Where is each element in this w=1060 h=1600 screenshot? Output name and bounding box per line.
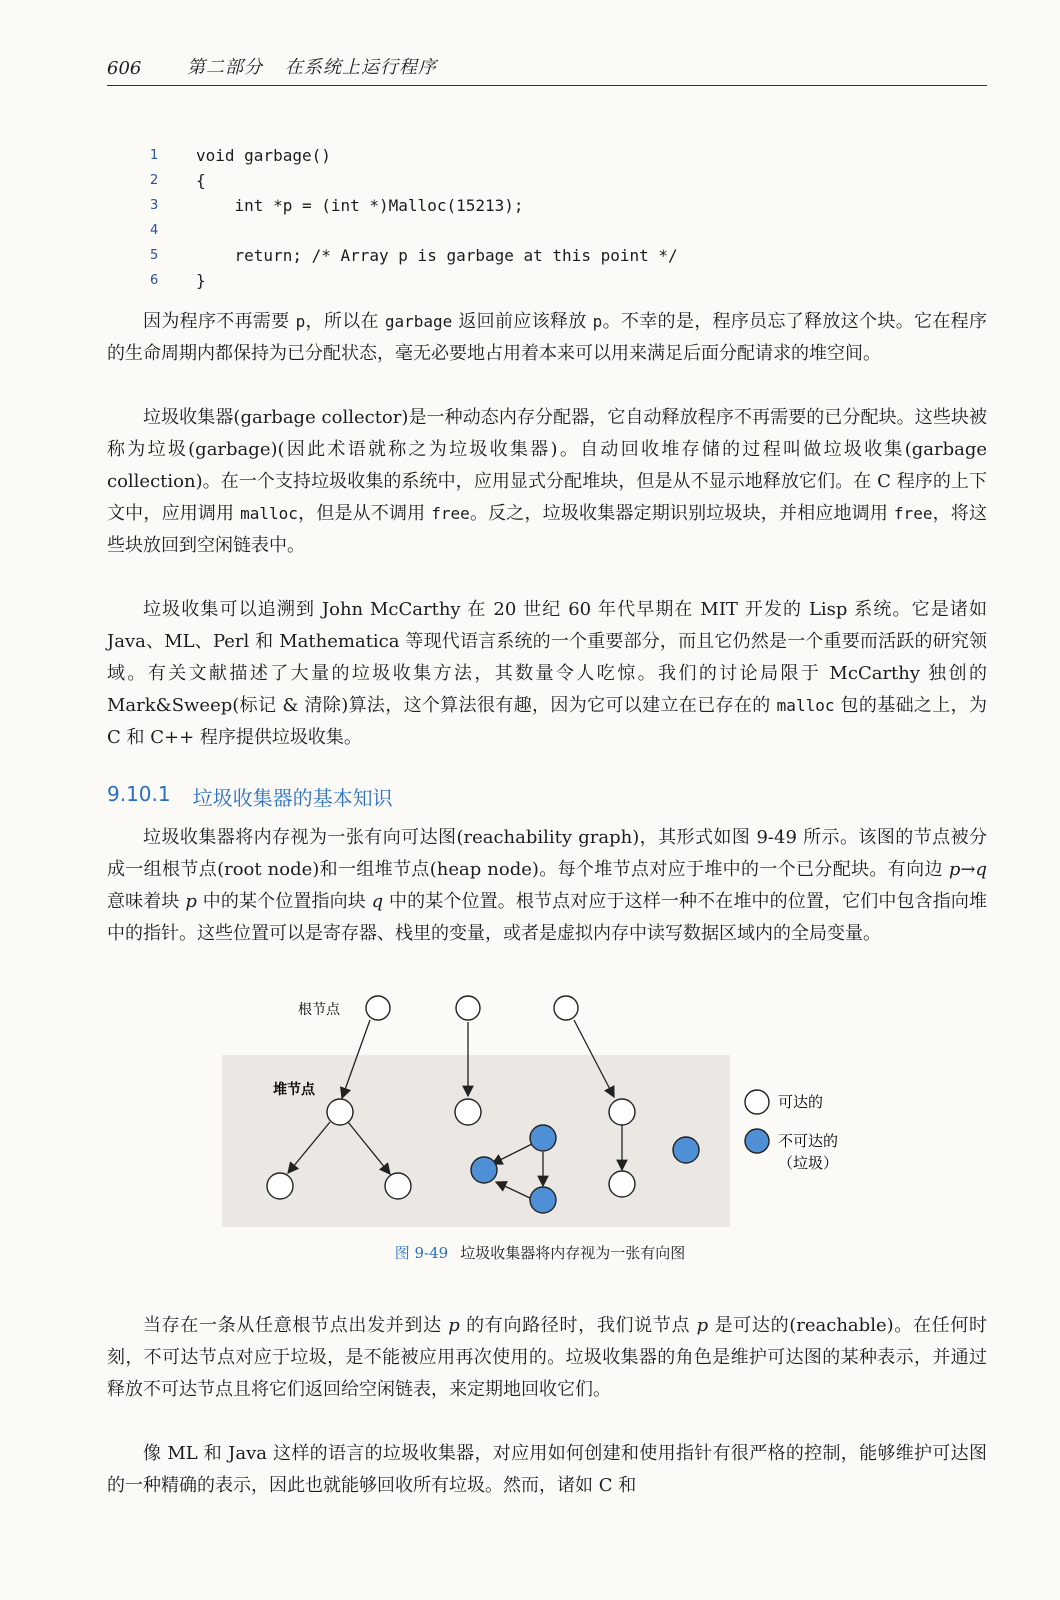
root-node — [554, 996, 578, 1020]
heap-node-reachable — [609, 1099, 635, 1125]
paragraph-5 — [107, 1310, 987, 1406]
line-number: 5 — [150, 248, 159, 263]
text-run: 有向可达图 — [364, 827, 457, 848]
text-run: (garbage collection)。在一个支持垃圾收集的系统中，应用显式分配堆块，但是从不显示地释放它们。在 C 程序的上下文中，应用调用 — [107, 439, 988, 524]
text-run: 垃圾 — [147, 439, 189, 460]
section-heading — [107, 782, 393, 811]
line-number: 4 — [150, 223, 159, 238]
paragraph-3 — [107, 594, 987, 754]
page-number: 606 — [107, 58, 142, 79]
section-title: 垃圾收集器的基本知识 — [192, 786, 393, 810]
text-run: (root node)和一组 — [217, 859, 375, 880]
code-line — [150, 268, 950, 293]
heap-node-unreachable — [471, 1157, 497, 1183]
text-run: (heap node)。每个堆节点对应于堆中的一个已分配块。有向边 — [429, 859, 949, 880]
text-run: q — [371, 891, 384, 912]
text-run: free — [431, 504, 470, 523]
text-run: ，将这些块放回到空闲链表中。 — [107, 503, 987, 556]
text-run: 的有向路径时，我们说节点 — [459, 1315, 697, 1336]
text-run: 。不幸的是，程序员忘了释放这个块。它在程序的生命周期内都保持为已分配状态，毫无必要地占用着本来可以用来满足后面分配请求的堆空间。 — [107, 311, 987, 364]
code-text: int *p = (int *)Malloc(15213); — [196, 196, 524, 215]
code-line — [150, 168, 950, 193]
text-run: 垃圾收集器将内存视为一张 — [143, 827, 365, 848]
legend-unreachable-icon — [745, 1129, 769, 1153]
line-number: 6 — [150, 273, 159, 288]
text-run: garbage — [384, 312, 453, 331]
code-line — [150, 193, 950, 218]
line-number: 2 — [150, 173, 159, 188]
reachability-graph-figure — [200, 990, 880, 1280]
root-nodes-label: 根节点 — [298, 1002, 340, 1018]
text-run: free — [893, 504, 933, 523]
text-run: 因为程序不再需要 — [143, 311, 296, 332]
text-run: 垃圾收集可以追溯到 John McCarthy 在 20 世纪 60 年代早期在 MIT 开发的 Lisp 系统。它是诸如 Java、ML、Perl 和 Mathematica 等现代语言系统的一个重要部分，而且它仍然是一个重要而活跃的研究领域。有关文献描述了大量的垃圾收集方法，其数量令人吃惊。我们的讨论局限于 McCarthy 独创的 Mark&Sweep(标记 & 清除)算法，这个算法很有趣，因为它可以建立在已存在的 — [107, 599, 987, 716]
heap-node-reachable — [327, 1099, 353, 1125]
text-run: p — [185, 891, 197, 912]
code-line — [150, 243, 950, 268]
text-run: 可达的 — [733, 1315, 790, 1336]
code-line — [150, 143, 950, 168]
text-run: 包的基础之上，为 C 和 C++ 程序提供垃圾收集。 — [107, 695, 987, 748]
text-run: malloc — [776, 696, 835, 715]
code-text: { — [196, 171, 206, 190]
text-run: 意味着块 — [107, 891, 186, 912]
text-run: (garbage collector)是一种动态内存分配器，它自动释放程序不再需要的已分配块。这些块被称为 — [107, 407, 988, 460]
text-run: malloc — [240, 504, 298, 523]
root-node — [456, 996, 480, 1020]
text-run: 。反之，垃圾收集器定期识别垃圾块，并相应地调用 — [469, 503, 894, 524]
text-run: 像 ML 和 Java 这样的语言的垃圾收集器，对应用如何创建和使用指针有很严格的控制，能够维护可达图的一种精确的表示，因此也就能够回收所有垃圾。然而，诸如 C 和 — [107, 1443, 987, 1496]
paragraph-1 — [107, 306, 987, 370]
code-line — [150, 218, 950, 243]
text-run: 当存在一条从任意根节点出发并到达 — [143, 1315, 449, 1336]
code-listing — [150, 143, 950, 293]
figure-caption-text: 垃圾收集器将内存视为一张有向图 — [460, 1244, 686, 1262]
code-text: void garbage() — [196, 146, 331, 165]
text-run: ，所以在 — [305, 311, 385, 332]
text-run: (garbage)(因此术语就称之为垃圾收集器)。自动回收堆存储的过程叫做 — [188, 439, 824, 460]
text-run: p — [696, 1315, 709, 1336]
section-number: 9.10.1 — [107, 782, 171, 806]
code-text: } — [196, 271, 206, 290]
line-number: 3 — [150, 198, 159, 213]
heap-nodes-label: 堆节点 — [273, 1082, 315, 1098]
legend-garbage-label: （垃圾） — [778, 1154, 839, 1172]
heap-node-reachable — [609, 1171, 635, 1197]
text-run: p — [448, 1315, 460, 1336]
heap-node-reachable — [455, 1099, 481, 1125]
graph-diagram — [200, 990, 880, 1240]
text-run: p→q — [948, 859, 988, 880]
heap-node-unreachable — [530, 1125, 556, 1151]
heap-region — [222, 1055, 730, 1227]
text-run: 垃圾收集 — [823, 439, 905, 460]
text-run: 返回前应该释放 — [452, 311, 593, 332]
text-run: (reachable)。在任何时刻，不可达节点对应于垃圾，是不能被应用再次使用的。垃圾收集器的角色是维护可达图的某种表示，并通过释放不可达节点且将它们返回给空闲链表，来定期地回收它们。 — [107, 1315, 987, 1400]
text-run: 堆节点 — [374, 859, 430, 880]
root-node — [366, 996, 390, 1020]
figure-number: 图 9-49 — [394, 1244, 449, 1262]
text-run: 是 — [708, 1315, 734, 1336]
text-run: 中的某个位置指向块 — [196, 891, 372, 912]
legend-reachable-label: 可达的 — [778, 1093, 824, 1111]
text-run: 中的某个位置。根节点对应于这样一种不在堆中的位置，它们中包含指向堆中的指针。这些位置可以是寄存器、栈里的变量，或者是虚拟内存中读写数据区域内的全局变量。 — [107, 891, 987, 944]
text-run: p — [592, 312, 603, 331]
figure-caption — [200, 1242, 880, 1263]
code-text: return; /* Array p is garbage at this point */ — [196, 246, 678, 265]
heap-node-unreachable — [673, 1137, 699, 1163]
heap-node-reachable — [385, 1173, 411, 1199]
part-title: 在系统上运行程序 — [285, 57, 437, 78]
text-run: ，但是从不调用 — [297, 503, 432, 524]
line-number: 1 — [150, 148, 159, 163]
text-run: 垃圾收集器 — [143, 407, 234, 428]
text-run: 根节点 — [162, 859, 218, 880]
legend-reachable-icon — [745, 1090, 769, 1114]
part-label: 第二部分 — [187, 57, 263, 78]
text-run: p — [295, 312, 306, 331]
legend-unreachable-label: 不可达的 — [778, 1132, 839, 1150]
running-header — [107, 52, 987, 86]
heap-node-unreachable — [530, 1187, 556, 1213]
heap-node-reachable — [267, 1173, 293, 1199]
paragraph-6 — [107, 1438, 987, 1502]
paragraph-2 — [107, 402, 987, 562]
paragraph-4 — [107, 822, 987, 950]
text-run: (reachability graph)，其形式如图 9-49 所示。该图的节点被分成一组 — [107, 827, 988, 880]
